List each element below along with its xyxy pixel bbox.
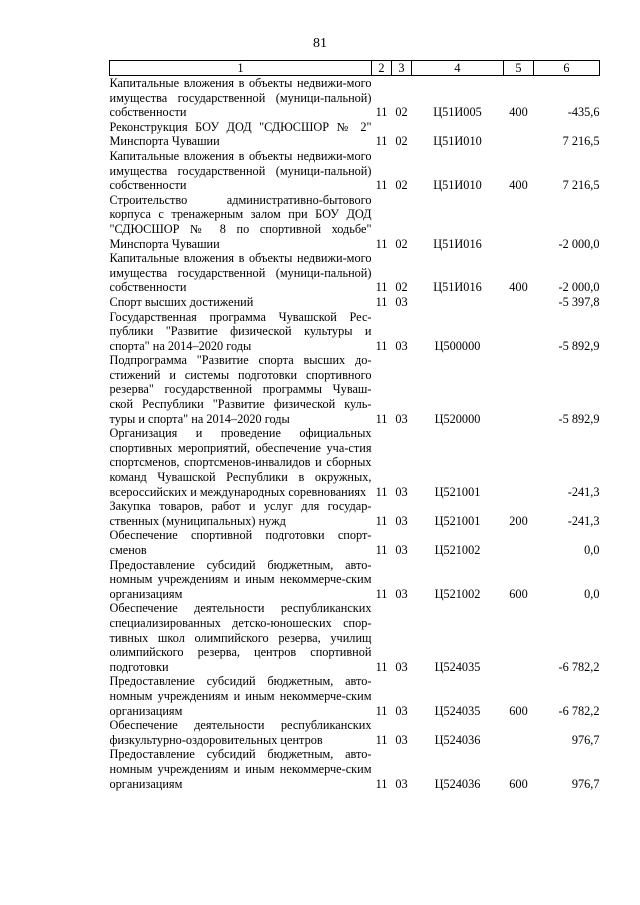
row-expense-type [504, 426, 534, 499]
row-name: Предоставление субсидий бюджетным, авто-номным учреждениям и иным некоммерче-ским организациям [109, 747, 372, 791]
row-target-article: Ц51И005 [433, 105, 482, 120]
row-target-article: Ц500000 [434, 338, 481, 353]
row-expense-type: 600 [509, 776, 528, 791]
row-expense-type [504, 120, 534, 149]
row-section: 11 [375, 411, 388, 426]
page-number: 81 [313, 36, 327, 51]
row-section: 11 [375, 543, 388, 557]
table-row [110, 718, 600, 747]
table-row [110, 251, 600, 295]
row-subsection: 03 [395, 659, 408, 674]
row-name: Капитальные вложения в объекты недвижи-мого имущества государственной (муници-пальной) собственности [109, 148, 372, 193]
row-subsection: 02 [395, 178, 408, 193]
row-name: Реконструкция БОУ ДОД "СДЮСШОР № 2" Минспорта Чувашии [109, 119, 372, 149]
budget-table [109, 60, 600, 791]
table-row [110, 193, 600, 251]
row-amount: -241,3 [567, 513, 600, 528]
column-header-1: 1 [110, 61, 372, 76]
row-amount: 0,0 [584, 586, 600, 601]
row-target-article: Ц51И016 [433, 280, 482, 295]
row-expense-type: 400 [509, 105, 528, 120]
column-header-3: 3 [392, 61, 412, 76]
row-expense-type [504, 193, 534, 251]
row-target-article: Ц521001 [434, 484, 481, 499]
row-subsection: 03 [395, 586, 408, 601]
row-subsection: 02 [395, 280, 408, 295]
row-expense-type [504, 310, 534, 354]
column-header-4: 4 [412, 61, 504, 76]
row-section: 11 [375, 280, 388, 295]
row-amount: -435,6 [567, 105, 600, 120]
row-amount: -241,3 [567, 484, 600, 499]
row-section: 11 [375, 659, 388, 674]
row-amount: -2 000,0 [558, 280, 600, 295]
row-subsection: 03 [395, 732, 408, 747]
table-row [110, 747, 600, 791]
table-row [110, 674, 600, 718]
row-target-article: Ц524035 [434, 659, 481, 674]
row-subsection: 03 [395, 776, 408, 791]
row-subsection: 03 [395, 294, 408, 309]
table-row [110, 310, 600, 354]
row-amount: 0,0 [584, 543, 600, 557]
row-subsection: 03 [395, 484, 408, 499]
table-row [110, 499, 600, 528]
row-expense-type [504, 718, 534, 747]
row-amount: 7 216,5 [562, 178, 600, 193]
row-amount: -5 892,9 [558, 338, 600, 353]
row-section: 11 [375, 484, 388, 499]
row-target-article: Ц51И016 [433, 236, 482, 251]
row-name: Спорт высших достижений [109, 294, 254, 309]
row-subsection: 03 [395, 338, 408, 353]
row-name: Организация и проведение официальных спортивных мероприятий, обеспечение уча-стия спортсменов, спортсменов-инвалидов и сборных команд Чувашской Республики в окружных, всероссийских и международных соревнованиях [109, 426, 372, 499]
row-expense-type: 400 [509, 280, 528, 295]
row-section: 11 [375, 178, 388, 193]
row-amount: 976,7 [571, 732, 600, 747]
row-expense-type: 600 [509, 703, 528, 718]
table-body [110, 76, 600, 792]
row-target-article: Ц51И010 [433, 178, 482, 193]
row-expense-type [504, 353, 534, 426]
row-name: Капитальные вложения в объекты недвижи-мого имущества государственной (муници-пальной) собственности [109, 76, 372, 120]
row-subsection: 03 [395, 703, 408, 718]
row-section: 11 [375, 776, 388, 791]
row-section: 11 [375, 586, 388, 601]
row-amount: -6 782,2 [558, 703, 600, 718]
row-amount: 7 216,5 [562, 134, 600, 149]
row-section: 11 [375, 105, 388, 120]
table-row [110, 528, 600, 557]
row-section: 11 [375, 134, 388, 149]
row-section: 11 [375, 732, 388, 747]
row-expense-type [504, 601, 534, 674]
row-target-article: Ц520000 [434, 411, 481, 426]
row-subsection: 02 [395, 105, 408, 120]
table-row [110, 295, 600, 310]
row-amount: -2 000,0 [558, 236, 600, 251]
row-amount: 976,7 [571, 776, 600, 791]
row-expense-type: 600 [509, 586, 528, 601]
row-section: 11 [375, 294, 388, 309]
row-name: Подпрограмма "Развитие спорта высших до-стижений и системы подготовки спортивного резерва" государственной программы Чуваш-ской Республики "Развитие физической куль-туры и спорта" на 2014–2020 годы [109, 353, 372, 426]
column-header-5: 5 [504, 61, 534, 76]
row-name: Строительство административно-бытового корпуса с тренажерным залом при БОУ ДОД "СДЮСШОР № 8 по спортивной ходьбе" Минспорта Чувашии [109, 192, 372, 251]
row-subsection: 02 [395, 134, 408, 149]
row-subsection: 03 [395, 411, 408, 426]
row-name: Государственная программа Чувашской Рес-публики "Развитие физической культуры и спорта" на 2014–2020 годы [109, 309, 372, 353]
row-target-article: Ц524036 [434, 732, 481, 747]
row-target-article: Ц524036 [434, 776, 481, 791]
column-header-2: 2 [372, 61, 392, 76]
row-name: Обеспечение деятельности республиканских специализированных детско-юношеских спор-тивных школ олимпийского резерва, училищ олимпийского резерва, центров спортивной подготовки [109, 601, 372, 674]
table-row [110, 76, 600, 120]
table-row [110, 601, 600, 674]
row-amount: -5 397,8 [558, 294, 600, 309]
row-name: Предоставление субсидий бюджетным, авто-номным учреждениям и иным некоммерче-ским организациям [109, 674, 372, 718]
row-amount: -5 892,9 [558, 411, 600, 426]
row-expense-type [504, 528, 534, 557]
row-section: 11 [375, 513, 388, 528]
row-name: Капитальные вложения в объекты недвижи-мого имущества государственной (муници-пальной) собственности [109, 251, 372, 295]
row-target-article: Ц521002 [434, 543, 481, 557]
table-row [110, 353, 600, 426]
row-section: 11 [375, 703, 388, 718]
row-target-article: Ц521002 [434, 586, 481, 601]
table-row [110, 558, 600, 602]
row-name: Обеспечение спортивной подготовки спорт-сменов [109, 528, 372, 557]
row-section: 11 [375, 236, 388, 251]
row-name: Закупка товаров, работ и услуг для государ-ственных (муниципальных) нужд [109, 499, 372, 528]
row-target-article: Ц521001 [434, 513, 481, 528]
table-row [110, 426, 600, 499]
column-header-6: 6 [534, 61, 600, 76]
row-name: Предоставление субсидий бюджетным, авто-номным учреждениям и иным некоммерче-ским организациям [109, 557, 372, 601]
row-target-article: Ц524035 [434, 703, 481, 718]
row-target-article: Ц51И010 [433, 134, 482, 149]
row-expense-type [504, 295, 534, 310]
row-subsection: 03 [395, 513, 408, 528]
row-name: Обеспечение деятельности республиканских физкультурно-оздоровительных центров [109, 718, 372, 747]
row-target-article [412, 295, 504, 310]
row-expense-type: 200 [509, 513, 528, 528]
row-amount: -6 782,2 [558, 659, 600, 674]
table-header [110, 61, 600, 76]
row-subsection: 03 [395, 543, 408, 557]
table-row [110, 120, 600, 149]
table-row [110, 149, 600, 193]
row-section: 11 [375, 338, 388, 353]
row-expense-type: 400 [509, 178, 528, 193]
row-subsection: 02 [395, 236, 408, 251]
